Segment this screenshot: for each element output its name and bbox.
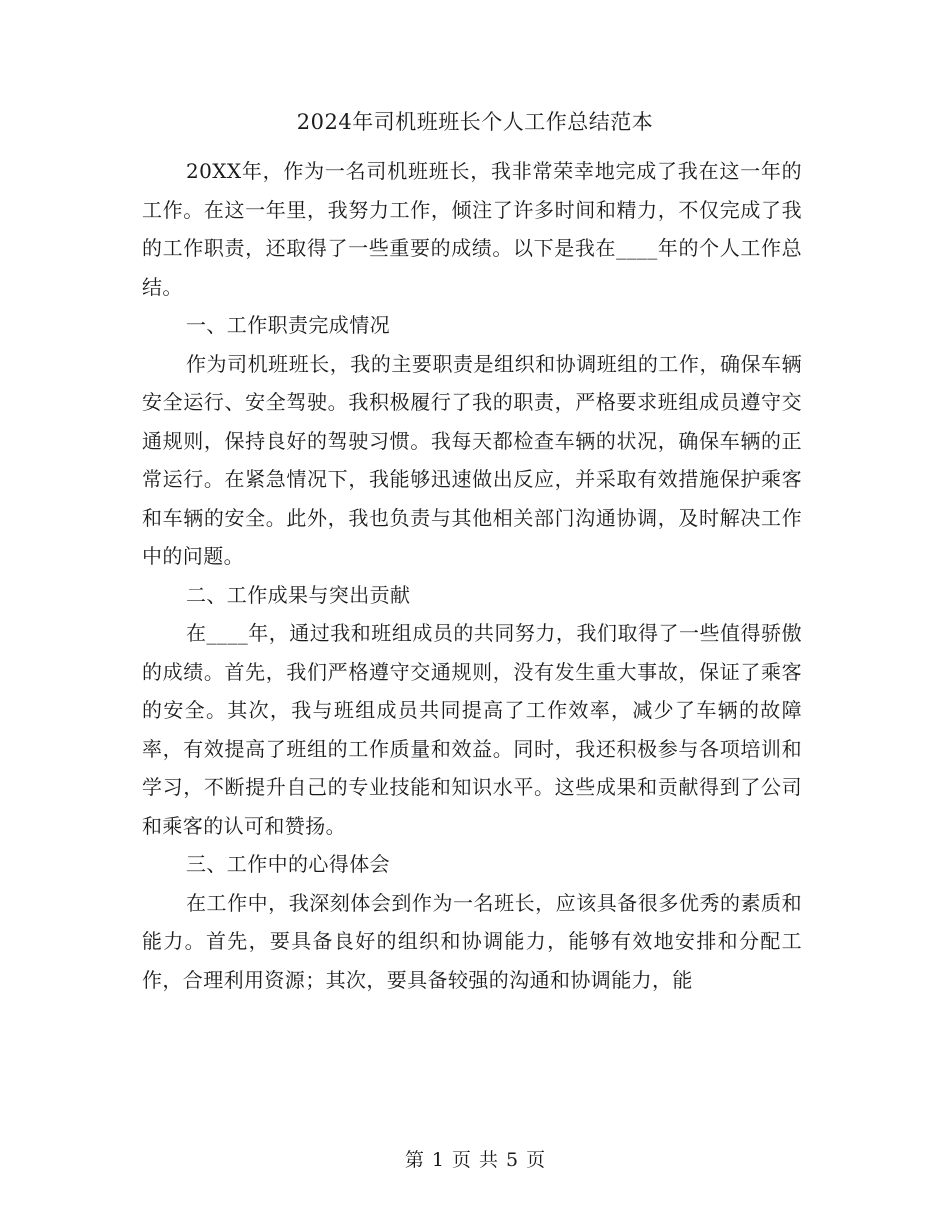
section-heading-duties: 一、工作职责完成情况 <box>186 313 390 337</box>
page-number-footer: 第 1 页 共 5 页 <box>404 1149 546 1171</box>
section-heading-insights: 三、工作中的心得体会 <box>186 852 390 876</box>
section-paragraph-insights: 在工作中，我深刻体会到作为一名班长，应该具备很多优秀的素质和能力。首先，要具备良好的组织和协调能力，能够有效地安排和分配工作，合理利用资源；其次，要具备较强的沟通和协调能力，能 <box>142 890 802 992</box>
document-body <box>142 152 802 999</box>
section-paragraph-duties: 作为司机班班长，我的主要职责是组织和协调班组的工作，确保车辆安全运行、安全驾驶。我积极履行了我的职责，严格要求班组成员遵守交通规则，保持良好的驾驶习惯。我每天都检查车辆的状况，确保车辆的正常运行。在紧急情况下，我能够迅速做出反应，并采取有效措施保护乘客和车辆的安全。此外，我也负责与其他相关部门沟通协调，及时解决工作中的问题。 <box>142 351 802 568</box>
document-title: 2024年司机班班长个人工作总结范本 <box>296 110 654 134</box>
section-paragraph-achievements: 在____年，通过我和班组成员的共同努力，我们取得了一些值得骄傲的成绩。首先，我们严格遵守交通规则，没有发生重大事故，保证了乘客的安全。其次，我与班组成员共同提高了工作效率，减少了车辆的故障率，有效提高了班组的工作质量和效益。同时，我还积极参与各项培训和学习，不断提升自己的专业技能和知识水平。这些成果和贡献得到了公司和乘客的认可和赞扬。 <box>142 621 802 838</box>
section-heading-achievements: 二、工作成果与突出贡献 <box>186 582 411 607</box>
intro-paragraph: 20XX年，作为一名司机班班长，我非常荣幸地完成了我在这一年的工作。在这一年里，我努力工作，倾注了许多时间和精力，不仅完成了我的工作职责，还取得了一些重要的成绩。以下是我在____年的个人工作总结。 <box>142 159 802 299</box>
